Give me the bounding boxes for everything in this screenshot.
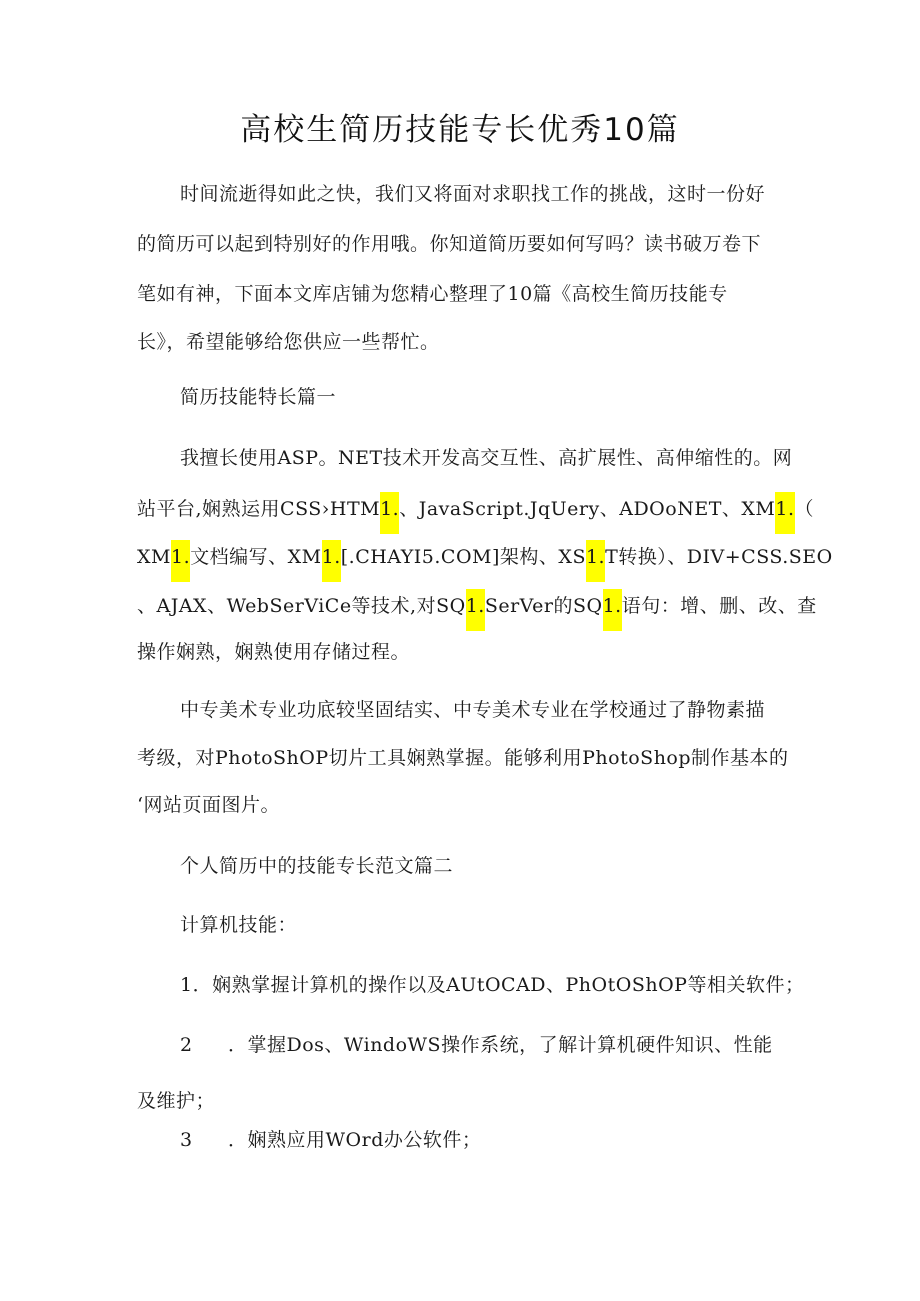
- para1-line-3: [137, 545, 833, 569]
- text-run: （: [794, 498, 815, 520]
- para1-line-5: 操作娴熟，娴熟使用存储过程。: [137, 641, 411, 663]
- text-run: 、AJAX、WebSerViCe等技术,对SQ: [137, 595, 466, 617]
- para1-line-1: 我擅长使用ASP。NET技术开发高交互性、高扩展性、高伸缩性的。网: [180, 447, 793, 469]
- text-run: XM: [137, 546, 171, 568]
- document-title: 高校生简历技能专长优秀10篇: [240, 112, 680, 148]
- intro-line-1: 时间流逝得如此之快，我们又将面对求职找工作的挑战，这时一份好: [180, 183, 766, 205]
- section-heading-1: 简历技能特长篇一: [180, 386, 337, 408]
- para2-line-1: 中专美术专业功底较坚固结实、中专美术专业在学校通过了静物素描: [180, 699, 766, 721]
- intro-line-4: 长》，希望能够给您供应一些帮忙。: [137, 331, 440, 353]
- highlighted-text: 1.: [586, 540, 605, 582]
- skill-item-3: ．娴熟应用WOrd办公软件；: [228, 1129, 482, 1151]
- text-run: 、JavaScript.JqUery、ADOoNET、XM: [399, 498, 776, 520]
- text-run: SerVer的SQ: [484, 595, 603, 617]
- text-run: [.CHAYI5.COM]架构、XS: [340, 546, 586, 568]
- text-run: 语句：增、删、改、查: [621, 595, 817, 617]
- text-run: 文档编写、XM: [190, 546, 322, 568]
- text-run: 站平台,娴熟运用CSS›HTM: [137, 498, 381, 520]
- text-run: T转换）、DIV+CSS.SEO: [605, 546, 833, 568]
- skill-item-2-number: 2: [180, 1034, 193, 1056]
- highlighted-text: 1.: [380, 492, 399, 534]
- skill-item-3-number: 3: [180, 1129, 193, 1151]
- skill-item-2: ．掌握Dos、WindoWS操作系统，了解计算机硬件知识、性能: [228, 1034, 773, 1056]
- highlighted-text: 1.: [466, 589, 485, 631]
- intro-line-3: 笔如有神，下面本文库店铺为您精心整理了10篇《高校生简历技能专: [137, 283, 728, 305]
- para1-line-4: [137, 594, 817, 618]
- highlighted-text: 1.: [775, 492, 794, 534]
- para2-line-2: 考级，对PhotoShOP切片工具娴熟掌握。能够利用PhotoShop制作基本的: [137, 747, 789, 769]
- para1-line-2: [137, 497, 814, 521]
- highlighted-text: 1.: [603, 589, 622, 631]
- skill-item-2-continued: 及维护；: [137, 1090, 216, 1112]
- section-heading-2: 个人简历中的技能专长范文篇二: [180, 855, 454, 877]
- skill-item-1: 1．娴熟掌握计算机的操作以及AUtOCAD、PhOtOShOP等相关软件；: [180, 974, 805, 996]
- intro-line-2: 的简历可以起到特别好的作用哦。你知道简历要如何写吗？读书破万卷下: [137, 233, 762, 255]
- highlighted-text: 1.: [322, 540, 341, 582]
- skills-label: 计算机技能：: [180, 914, 298, 936]
- para2-line-3: ‘网站页面图片。: [137, 794, 281, 816]
- highlighted-text: 1.: [171, 540, 190, 582]
